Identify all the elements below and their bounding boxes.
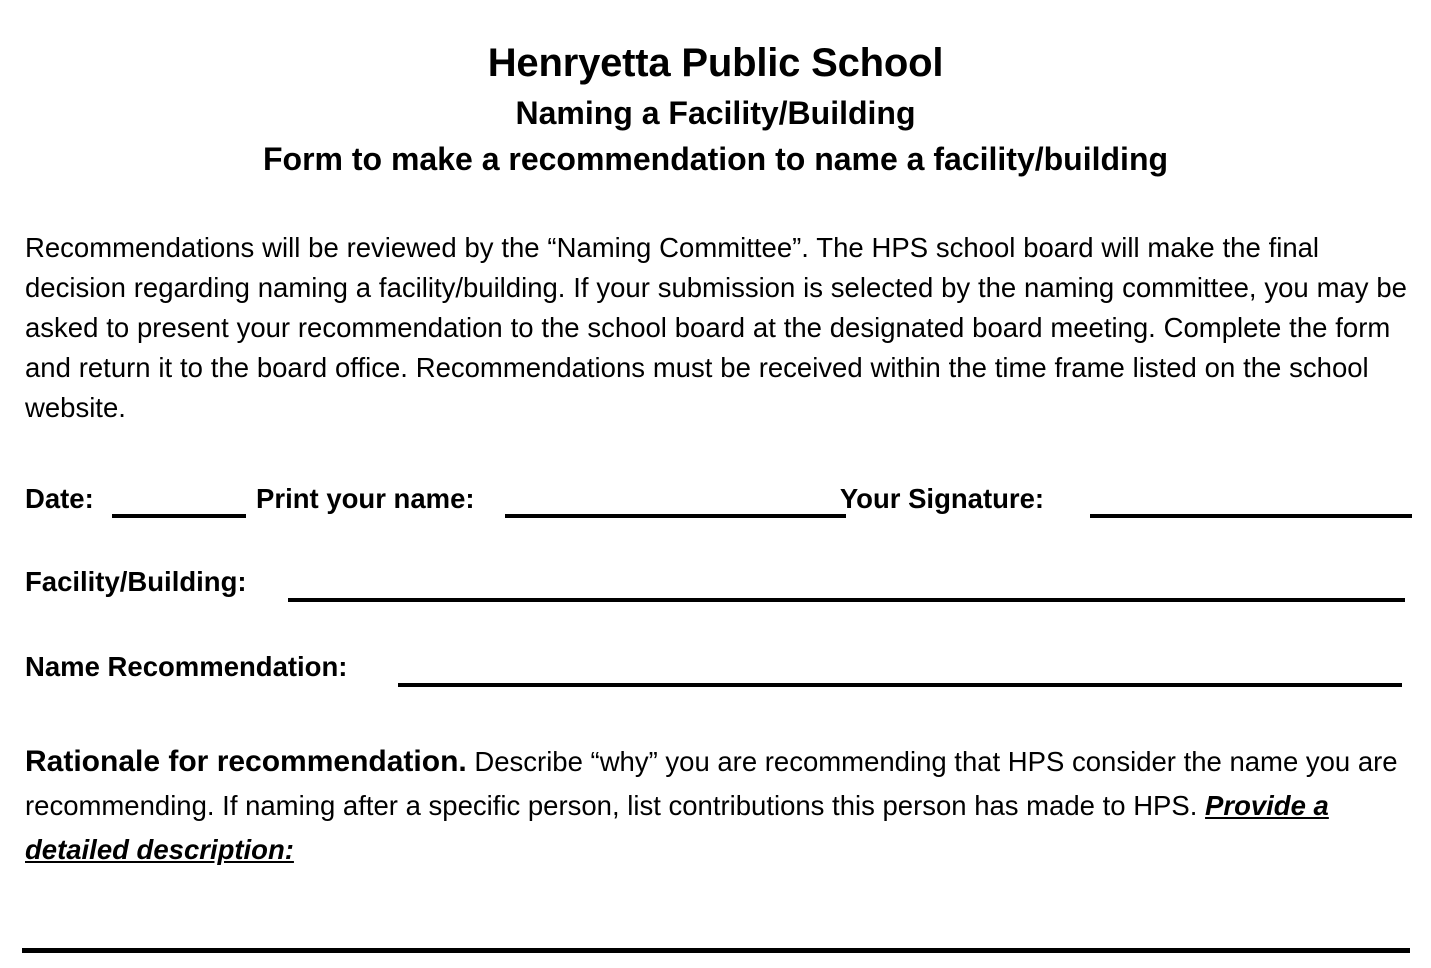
intro-paragraph: Recommendations will be reviewed by the “Naming Committee”. The HPS school board will make the final decision regarding naming a facility/building. If your submission is selected by the naming committee, you may be asked to present your recommendation to the school board at the designated board meeting. Complete the form and return it to the board office. Recommendations must be received within the time frame listed on the school website.: [25, 232, 1407, 423]
rationale-write-in-rule: [22, 948, 1410, 953]
facility-field-row: [25, 565, 1374, 599]
document-header: [0, 36, 1431, 182]
signature-field-rule: [1090, 514, 1412, 518]
print-name-field-rule: [505, 514, 846, 518]
identity-field-row: [25, 482, 1372, 516]
signature-label: Your Signature:: [839, 483, 1045, 514]
facility-label: Facility/Building:: [25, 566, 247, 597]
rationale-body-text: Describe “why” you are recommending that HPS consider the name you are recommending. If naming after a specific person, list contributions this person has made to HPS.: [25, 746, 1398, 821]
facility-field-rule: [288, 598, 1405, 602]
page-subtitle: Naming a Facility/Building: [515, 95, 916, 131]
date-label: Date:: [25, 483, 94, 514]
name-recommendation-field-rule: [398, 683, 1402, 687]
rationale-emphasis-text: Provide a detailed description:: [25, 790, 1329, 865]
page-title: Henryetta Public School: [487, 41, 944, 85]
name-recommendation-field-row: [25, 650, 1360, 684]
rationale-heading: Rationale for recommendation.: [25, 745, 467, 778]
name-recommendation-label: Name Recommendation:: [25, 651, 348, 682]
page-subtitle-secondary: Form to make a recommendation to name a facility/building: [262, 141, 1169, 177]
print-name-label: Print your name:: [256, 483, 475, 514]
rationale-section: [25, 740, 1417, 872]
date-field-rule: [112, 514, 246, 518]
